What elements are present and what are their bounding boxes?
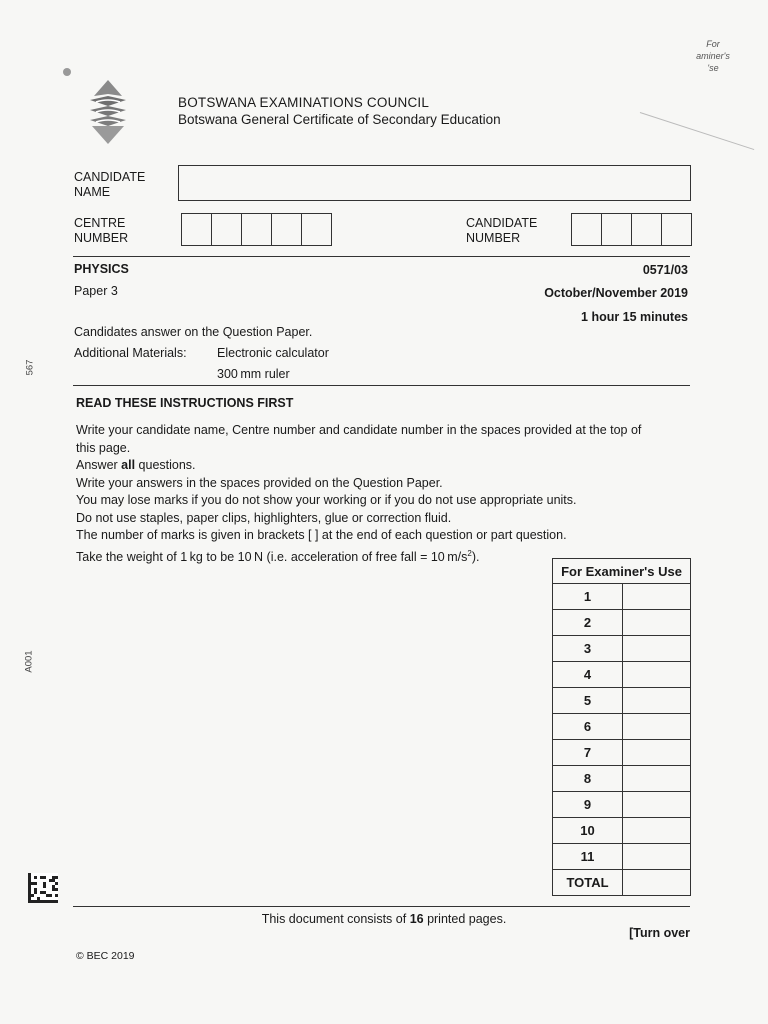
divider <box>73 256 690 257</box>
examiner-use-table <box>552 558 691 896</box>
marks-cell <box>623 792 691 818</box>
candidate-number-field[interactable] <box>571 213 692 246</box>
candidate-name-field[interactable] <box>178 165 691 201</box>
instruction-line: Write your answers in the spaces provided on the Question Paper. <box>76 475 443 490</box>
paper-code: 0571/03 <box>642 263 688 277</box>
instruction-line: You may lose marks if you do not show your working or if you do not use appropriate units. <box>76 493 577 507</box>
page-count-note: This document consists of 16 printed pages. <box>261 912 507 926</box>
marks-cell <box>623 714 691 740</box>
certificate-title: Botswana General Certificate of Secondary Education <box>178 112 501 127</box>
question-number: 4 <box>553 662 623 688</box>
answer-note: Candidates answer on the Question Paper. <box>74 325 313 339</box>
org-name: BOTSWANA EXAMINATIONS COUNCIL <box>178 95 430 110</box>
question-number: 5 <box>553 688 623 714</box>
instruction-line: Answer all questions. <box>76 458 196 472</box>
marks-cell <box>623 688 691 714</box>
scan-dot <box>63 68 71 76</box>
instructions-list <box>76 422 676 566</box>
centre-number-label: CENTRE NUMBER <box>74 216 129 245</box>
marks-cell <box>623 766 691 792</box>
question-number: 3 <box>553 636 623 662</box>
instruction-line: this page. <box>76 440 131 455</box>
copyright: © BEC 2019 <box>76 950 135 962</box>
exam-duration: 1 hour 15 minutes <box>581 310 688 324</box>
turn-over: [Turn over <box>629 926 690 940</box>
candidate-number-label: CANDIDATE NUMBER <box>466 216 538 245</box>
marks-cell <box>623 584 691 610</box>
question-number: 10 <box>553 818 623 844</box>
subject: PHYSICS <box>74 262 129 276</box>
total-marks-cell <box>623 870 691 896</box>
marks-cell <box>623 636 691 662</box>
instructions-heading: READ THESE INSTRUCTIONS FIRST <box>76 396 294 410</box>
total-label: TOTAL <box>553 870 623 896</box>
instruction-line: The number of marks is given in brackets [ ] at the end of each question or part question. <box>76 528 567 542</box>
materials-label: Additional Materials: <box>74 346 187 360</box>
marks-cell <box>623 844 691 870</box>
marks-cell <box>623 740 691 766</box>
question-number: 1 <box>553 584 623 610</box>
examiner-table-title: For Examiner's Use <box>553 559 691 584</box>
instruction-line: Take the weight of 1 kg to be 10 N (i.e. acceleration of free fall = 10 $m/s^2$). <box>76 548 480 564</box>
corner-note: For aminer's 'se <box>696 39 730 73</box>
instruction-line: Write your candidate name, Centre number and candidate number in the spaces provided at the top of <box>76 423 642 437</box>
question-number: 7 <box>553 740 623 766</box>
divider <box>73 906 690 907</box>
divider <box>73 385 690 386</box>
paper-number: Paper 3 <box>74 284 118 298</box>
question-number: 9 <box>553 792 623 818</box>
question-number: 11 <box>553 844 623 870</box>
instruction-line: Do not use staples, paper clips, highlighters, glue or correction fluid. <box>76 510 452 525</box>
marks-cell <box>623 662 691 688</box>
centre-number-field[interactable] <box>181 213 332 246</box>
question-number: 8 <box>553 766 623 792</box>
exam-session: October/November 2019 <box>544 286 688 300</box>
marks-cell <box>623 610 691 636</box>
marks-cell <box>623 818 691 844</box>
scan-line <box>640 112 754 150</box>
datamatrix-code-icon <box>28 873 58 903</box>
bec-logo-icon <box>86 80 130 144</box>
candidate-name-label: CANDIDATE NAME <box>74 170 146 199</box>
question-number: 2 <box>553 610 623 636</box>
margin-number-bottom: A001 <box>23 650 35 673</box>
question-number: 6 <box>553 714 623 740</box>
margin-number-top: 567 <box>24 359 36 376</box>
material-ruler: 300 mm ruler <box>217 367 290 381</box>
material-calculator: Electronic calculator <box>217 346 329 360</box>
